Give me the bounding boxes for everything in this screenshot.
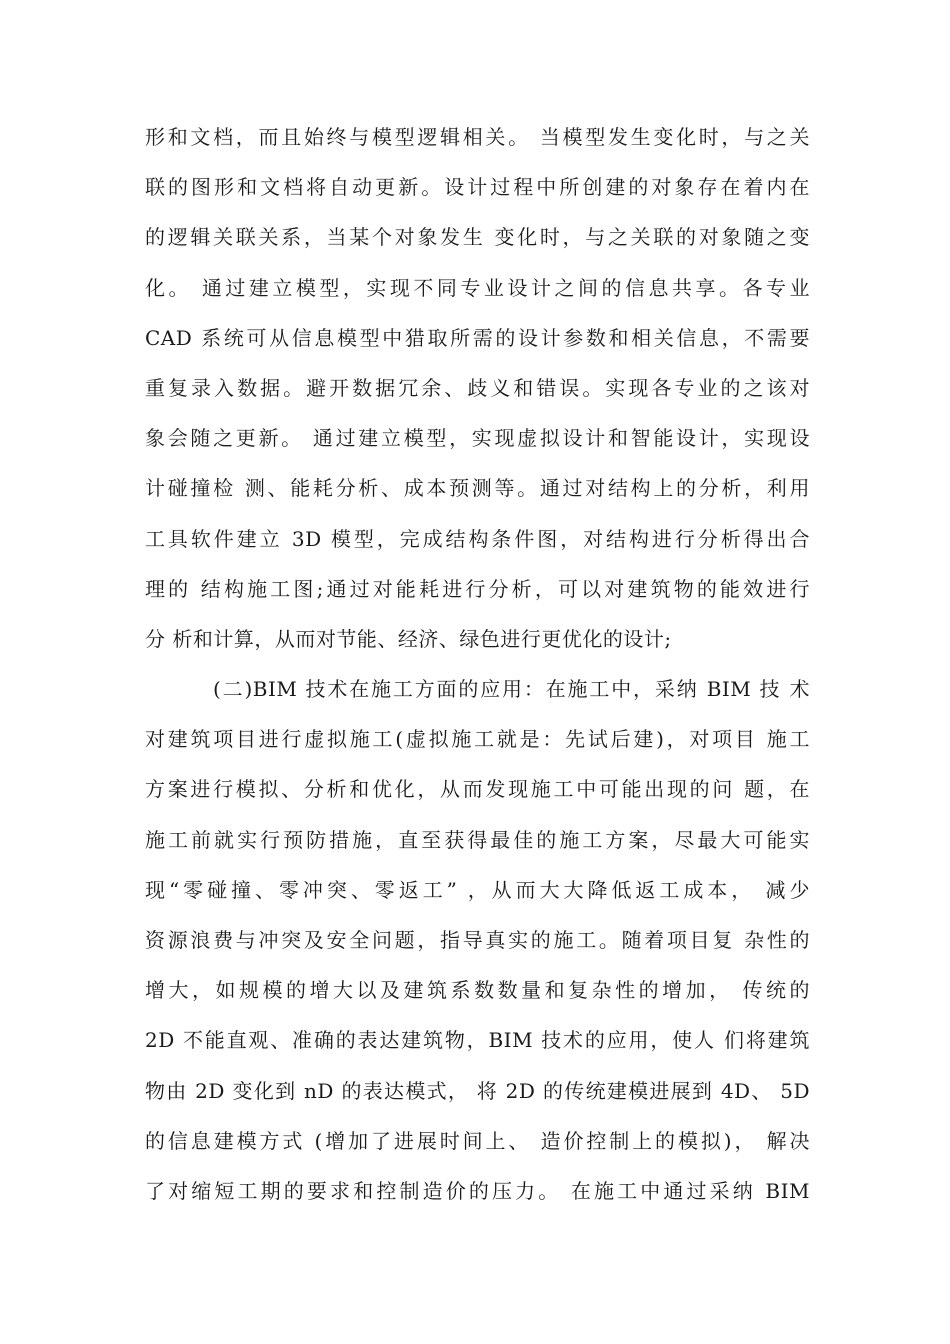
text-line: 施工前就实行预防措施，直至获得最佳的施工方案，尽最大可能实 xyxy=(145,827,810,852)
text-line: 工具软件建立 3D 模型，完成结构条件图，对结构进行分析得出合 xyxy=(145,526,810,551)
text-line: 了对缩短工期的要求和控制造价的压力。 在施工中通过采纳 BIM xyxy=(145,1178,810,1203)
text-line: 计碰撞检 测、能耗分析、成本预测等。通过对结构上的分析，利用 xyxy=(145,476,810,501)
text-line: 分 析和计算，从而对节能、经济、绿色进行更优化的设计; xyxy=(145,626,672,651)
text-line: 化。 通过建立模型，实现不同专业设计之间的信息共享。各专业 xyxy=(145,275,810,300)
text-line: 重复录入数据。避开数据冗余、歧义和错误。实现各专业的之该对 xyxy=(145,375,810,400)
text-line: 的逻辑关联关系，当某个对象发生 变化时，与之关联的对象随之变 xyxy=(145,225,810,250)
text-line: 资源浪费与冲突及安全问题，指导真实的施工。随着项目复 杂性的 xyxy=(145,928,810,952)
text-line: CAD 系统可从信息模型中猎取所需的设计参数和相关信息，不需要 xyxy=(145,325,810,350)
text-line: 联的图形和文档将自动更新。设计过程中所创建的对象存在着内在 xyxy=(145,175,810,200)
text-line: 对建筑项目进行虚拟施工(虚拟施工就是：先试后建)，对项目 施工 xyxy=(145,727,810,752)
text-line: 现“零碰撞、零冲突、零返工” ，从而大大降低返工成本， 减少 xyxy=(145,877,810,902)
text-line: 形和文档，而且始终与模型逻辑相关。 当模型发生变化时，与之关 xyxy=(145,125,810,149)
section-heading-line: (二)BIM 技术在施工方面的应用：在施工中，采纳 BIM 技 术 xyxy=(213,677,810,702)
text-line: 象会随之更新。 通过建立模型，实现虚拟设计和智能设计，实现设 xyxy=(145,426,810,451)
body-text xyxy=(145,112,810,1216)
text-line: 物由 2D 变化到 nD 的表达模式， 将 2D 的传统建模进展到 4D、 5D xyxy=(145,1078,810,1103)
text-line: 增大，如规模的增大以及建筑系数数量和复杂性的增加， 传统的 xyxy=(145,978,810,1003)
text-line: 理的 结构施工图;通过对能耗进行分析，可以对建筑物的能效进行 xyxy=(145,576,810,601)
text-line: 2D 不能直观、准确的表达建筑物，BIM 技术的应用，使人 们将建筑 xyxy=(145,1028,810,1053)
text-line: 的信息建模方式 (增加了进展时间上、 造价控制上的模拟)， 解决 xyxy=(145,1128,810,1153)
text-line: 方案进行模拟、分析和优化，从而发现施工中可能出现的问 题，在 xyxy=(145,777,810,802)
